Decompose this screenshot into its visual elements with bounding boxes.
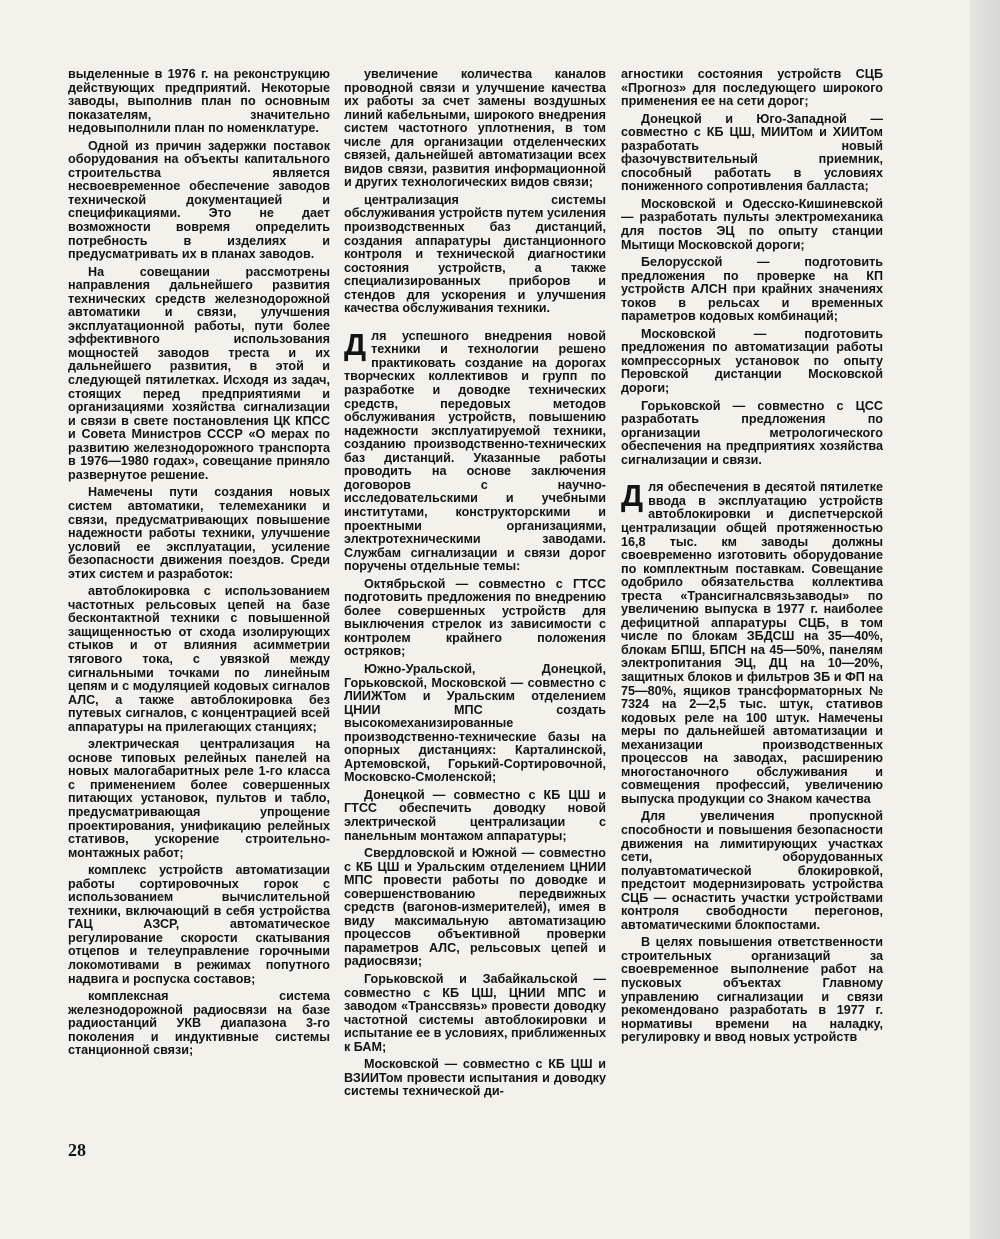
page-edge-strip xyxy=(970,0,1000,1239)
dropcap-paragraph: Для обеспечения в десятой пятилетке ввода в эксплуатацию устройств автоблокировки и диспетчерской централизации общей протяженностью 16,8 тыс. км заводы должны своевременно изготовить оборудование по комплектным поставкам. Совещание одобрило обязательства коллектива треста «Трансигналсвязьзаводы» по увеличению выпуска в 1977 г. наиболее дефицитной аппаратуры СЦБ, в том числе по блокам ЗБДСШ на 35—40%, блокам БПШ, БПСН на 45—50%, панелям электропитания ЭЦ, ДЦ на 10—20%, защитных блоков и фильтров ЗБ и ФП на 75—80%, ящиков трансформаторных № 7324 на 2—2,5 тыс. штук, стативов кодовых реле на 100 штук. Намечены меры по дальнейшей автоматизации и механизации производственных процессов на заводах, расширению многостаночного обслуживания и совмещения профессий, увеличению выпуска продукции со Знаком качества xyxy=(621,478,883,806)
paragraph: Намечены пути создания новых систем автоматики, телемеханики и связи, предусматривающих повышение надежности работы техники, улучшение условий ее эксплуатации, усиление безопасности движения поездов. Среди этих систем и разработок: xyxy=(68,485,330,581)
paragraph: На совещании рассмотрены направления дальнейшего развития технических средств железнодорожной автоматики и связи, улучшения эксплуатационной работы, пути более эффективного использования мощностей заводов треста и их дальнейшего развития, в этой и следующей пятилетках. Исходя из задач, стоящих перед предприятиями и организациями хозяйства сигнализации и связи в свете постановления ЦК КПСС и Совета Министров СССР «О мерах по развитию железнодорожного транспорта в 1976—1980 годах», совещание приняло развернутое решение. xyxy=(68,264,330,482)
paragraph: агностики состояния устройств СЦБ «Прогноз» для последующего широкого применения ее на сети дорог; xyxy=(621,67,883,109)
text-column-3 xyxy=(621,68,883,1049)
paragraph: Донецкой и Юго-Западной — совместно с КБ ЦШ, МИИТом и ХИИТом разработать новый фазочувствительный приемник, способный работать в условиях пониженного сопротивления балласта; xyxy=(621,111,883,194)
paragraph: автоблокировка с использованием частотных рельсовых цепей на базе бесконтактной техники с повышенной защищенностью от схода изолирующих стыков и от влияния асимметрии тягового тока, с увязкой между сигнальными точками по линейным цепям и с модуляцией кодовых сигналов АЛС, а также автоблокировка без путевых сигналов, с концентрацией всей аппаратуры на прилегающих станциях; xyxy=(68,584,330,734)
text-column-2 xyxy=(344,68,606,1103)
paragraph: Белорусской — подготовить предложения по проверке на КП устройств АЛСН при крайних значениях токов в рельсах и временных параметров кодовых комбинаций; xyxy=(621,255,883,324)
paragraph: централизация системы обслуживания устройств путем усиления производственных баз дистанций, создания аппаратуры дистанционного контроля и технической диагностики состояния устройств, а также специализированных приборов и стендов для ускорения и улучшения качества обслуживания техники. xyxy=(344,192,606,316)
paragraph: Горьковской — совместно с ЦСС разработать предложения по организации метрологического обеспечения на предприятиях хозяйства сигнализации и связи. xyxy=(621,398,883,467)
paragraph: электрическая централизация на основе типовых релейных панелей на новых малогабаритных реле 1-го класса с применением более совершенных питающих установок, пультов и табло, предусматривающая упрощение проектирования, унификацию релейных стативов, ускорение строительно-монтажных работ; xyxy=(68,737,330,860)
paragraph: выделенные в 1976 г. на реконструкцию действующих предприятий. Некоторые заводы, выполнив план по основным показателям, значительно недовыполнили план по номенклатуре. xyxy=(68,67,330,136)
paragraph: комплексная система железнодорожной радиосвязи на базе радиостанций УКВ диапазона 3-го поколения и индуктивные системы станционной связи; xyxy=(68,989,330,1058)
paragraph: Октябрьской — совместно с ГТСС подготовить предложения по внедрению более совершенных устройств для выключения стрелок из зависимости с контролем крайнего положения остряков; xyxy=(344,576,606,659)
paragraph: Для увеличения пропускной способности и повышения безопасности движения на лимитирующих участках сети, оборудованных полуавтоматической блокировкой, предстоит модернизировать устройства СЦБ — оснастить участки устройствами контроля свободности перегонов, автоматическими блокпостами. xyxy=(621,809,883,932)
paragraph: Московской и Одесско-Кишиневской — разработать пульты электромеханика для постов ЭЦ по опыту станции Мытищи Московской дороги; xyxy=(621,196,883,252)
paragraph: Московской — подготовить предложения по автоматизации работы компрессорных установок по опыту Перовской дистанции Московской дороги; xyxy=(621,326,883,396)
paragraph: Горьковской и Забайкальской — совместно с КБ ЦШ, ЦНИИ МПС и заводом «Транссвязь» провести доводку частотной системы автоблокировки и испытание ее в условиях, приближенных к БАМ; xyxy=(344,972,606,1054)
paragraph: Свердловской и Южной — совместно с КБ ЦШ и Уральским отделением ЦНИИ МПС провести работы по доводке и совершенствованию передвижных средств (вагонов-измерителей), имея в виду максимальную автоматизацию процессов объективной проверки параметров АЛС, рельсовых цепей и радиосвязи; xyxy=(344,846,606,969)
paragraph: Южно-Уральской, Донецкой, Горьковской, Московской — совместно с ЛИИЖТом и Уральским отделением ЦНИИ МПС создать высокомеханизированные производственно-технические базы на опорных дистанциях: Карталинской, Артемовской, Горький-Сортировочной, Московско-Смоленской; xyxy=(344,661,606,785)
paragraph: комплекс устройств автоматизации работы сортировочных горок с использованием вычислительной техники, включающий в себя устройства ГАЦ АЗСР, автоматическое регулирование скорости скатывания отцепов и телеуправление горочными локомотивами в режимах попутного надвига и роспуска составов; xyxy=(68,863,330,986)
paragraph: увеличение количества каналов проводной связи и улучшение качества их работы за счет замены воздушных линий кабельными, широкого внедрения систем частотного уплотнения, в том числе для организации отделенческих связей, дальнейшей автоматизации всех видов связи, развития информационной и других технологических видов связи; xyxy=(344,67,606,190)
paragraph: В целях повышения ответственности строительных организаций за своевременное выполнение работ на пусковых объектах Главному управлению сигнализации и связи рекомендовано разработать в 1977 г. нормативы времени на наладку, регулировку и ввод новых устройств xyxy=(621,935,883,1045)
paragraph: Московской — совместно с КБ ЦШ и ВЗИИТом провести испытания и доводку системы технической ди- xyxy=(344,1057,606,1099)
paragraph: Донецкой — совместно с КБ ЦШ и ГТСС обеспечить доводку новой электрической централизации с панельным монтажом аппаратуры; xyxy=(344,787,606,843)
text-column-1 xyxy=(68,68,330,1062)
page-number: 28 xyxy=(68,1140,86,1160)
paragraph: Одной из причин задержки поставок оборудования на объекты капитального строительства является несвоевременное обеспечение заводов технической документацией и спецификациями. Это не дает возможности вовремя определить потребность в изделиях и предусматривать их в планах заводов. xyxy=(68,138,330,262)
dropcap-paragraph: Для успешного внедрения новой техники и технологии решено практиковать создание на дорогах творческих коллективов и групп по разработке и доводке технических средств, передовых методов обслуживания устройств, повышению надежности эксплуатируемой техники, созданию производственно-технических баз дистанций. Указанные работы проводить на основе заключения договоров с научно-исследовательскими и учебными институтами, конструкторскими и проектными организациями, электротехническими заводами. Службам сигнализации и связи дорог поручены отдельные темы: xyxy=(344,326,606,574)
